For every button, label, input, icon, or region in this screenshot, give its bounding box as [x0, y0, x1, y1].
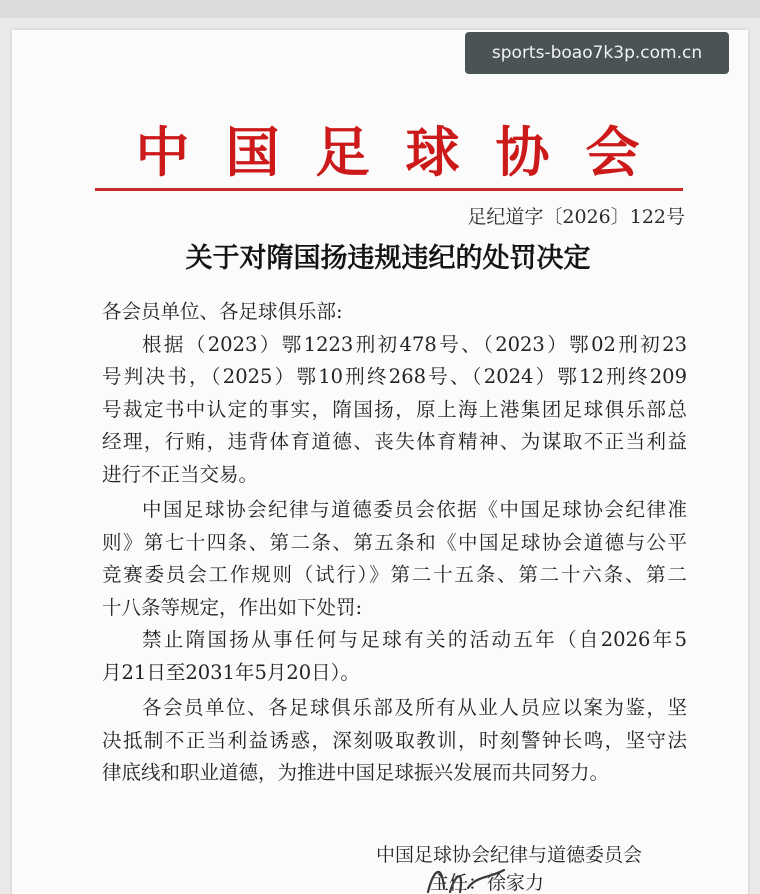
signature-person: 主任：徐家力: [430, 872, 545, 894]
document-body: [102, 296, 687, 790]
body-line: 中国足球协会纪律与道德委员会依据《中国足球协会纪律准: [142, 498, 687, 521]
body-line: 各会员单位、各足球俱乐部:: [102, 300, 343, 323]
body-line: 号判决书，（2025）鄂10刑终268号、（2024）鄂12刑终209: [102, 365, 687, 388]
handwritten-signature-mark: [420, 858, 510, 894]
watermark-label: sports-boao7k3p.com.cn: [465, 32, 729, 74]
document-title: 关于对隋国扬违规违纪的处罚决定: [185, 243, 591, 274]
body-line: 各会员单位、各足球俱乐部及所有从业人员应以案为鉴，坚: [142, 696, 687, 719]
document-number: 足纪道字〔2026〕122号: [467, 206, 685, 228]
body-line: 决抵制不正当利益诱惑，深刻吸取教训，时刻警钟长鸣，坚守法: [102, 728, 687, 752]
body-line: 律底线和职业道德，为推进中国足球振兴发展而共同努力。: [102, 761, 610, 784]
paragraph-penalty: [102, 624, 687, 689]
paragraph-warning: [102, 692, 687, 790]
letterhead-org-name: 中国足球协会: [135, 120, 676, 184]
body-line: 进行不正当交易。: [102, 462, 259, 486]
signature-organization: 中国足球协会纪律与道德委员会: [376, 844, 643, 866]
body-line: 号裁定书中认定的事实，隋国扬，原上海上港集团足球俱乐部总: [102, 397, 687, 421]
letterhead-red-rule: [95, 188, 683, 191]
body-line: 月21日至2031年5月20日）。: [102, 660, 360, 684]
body-line: 则》第七十四条、第二条、第五条和《中国足球协会道德与公平: [102, 530, 687, 554]
body-line: 禁止隋国扬从事任何与足球有关的活动五年（自2026年5: [142, 628, 687, 651]
body-line: 十八条等规定，作出如下处罚:: [102, 595, 363, 619]
body-line: 根据（2023）鄂1223刑初478号、（2023）鄂02刑初23: [142, 332, 687, 356]
top-strip: [0, 0, 760, 18]
salutation: [102, 296, 687, 329]
body-line: 竞赛委员会工作规则（试行）》第二十五条、第二十六条、第二: [102, 563, 687, 586]
body-line: 经理，行贿，违背体育道德、丧失体育精神、为谋取不正当利益: [102, 430, 687, 453]
paragraph-basis: [102, 494, 687, 624]
paragraph-facts: [102, 329, 687, 492]
